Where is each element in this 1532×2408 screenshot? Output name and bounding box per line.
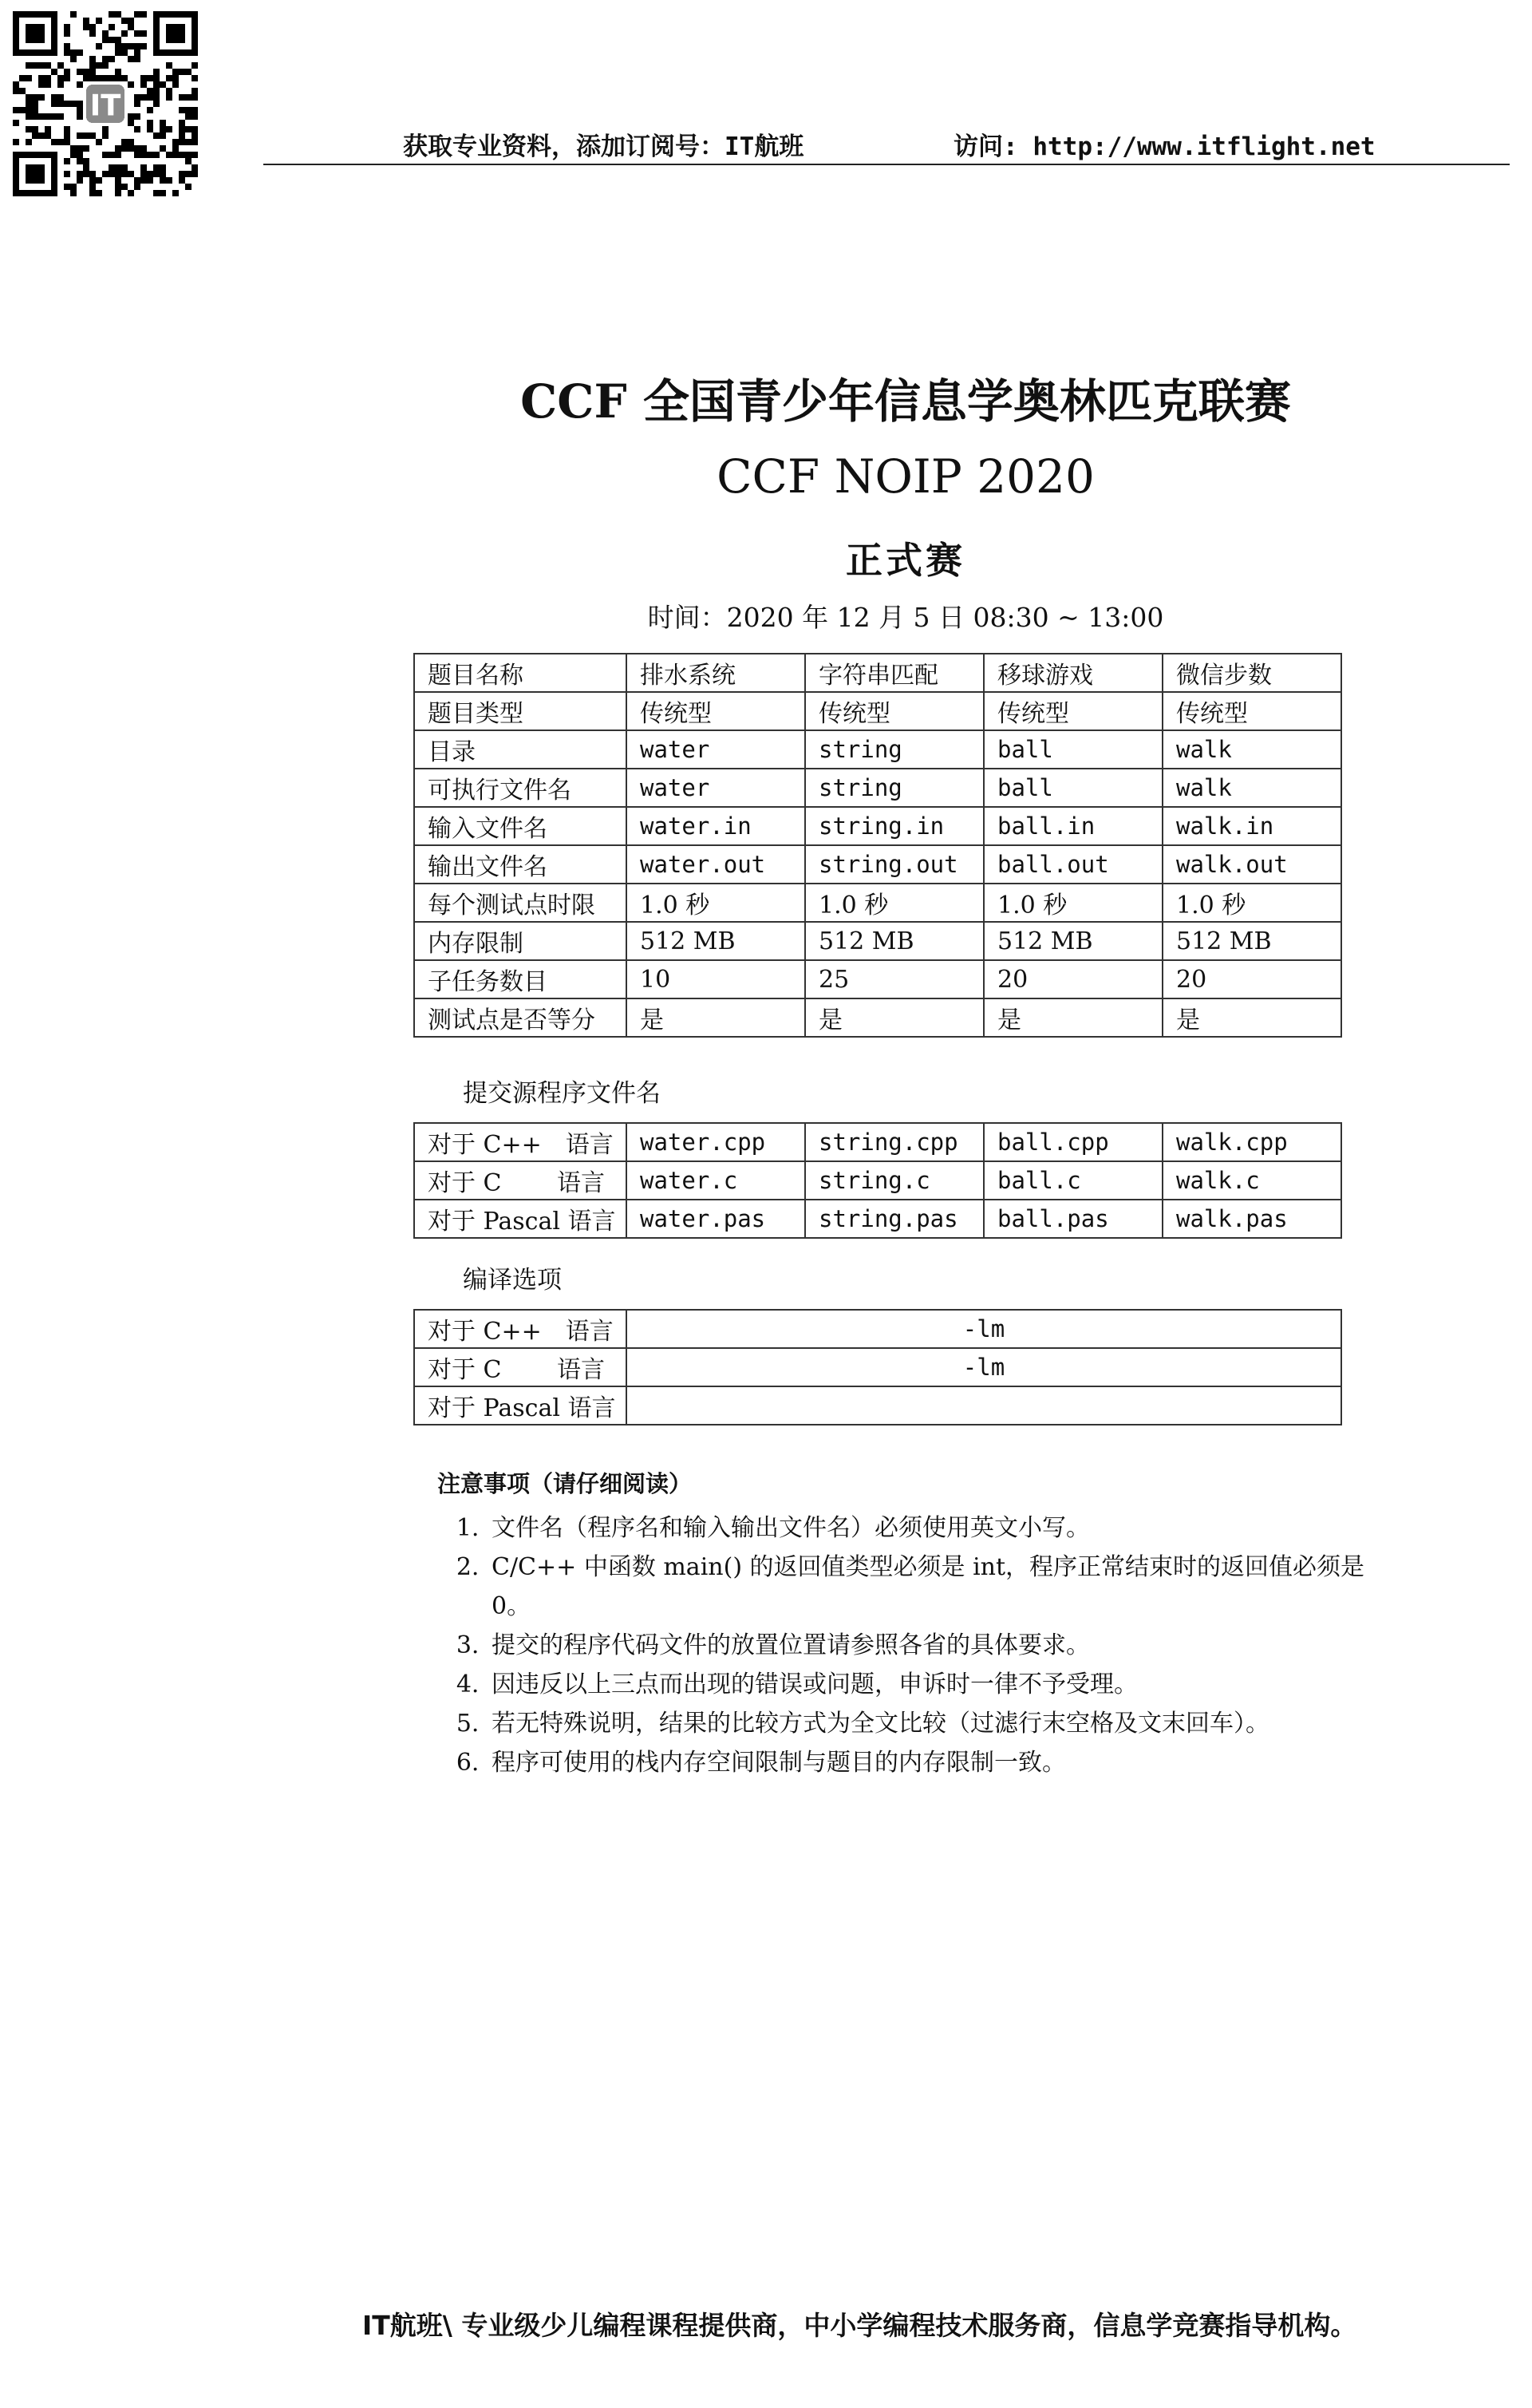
submit-row: [414, 1123, 1341, 1161]
note-item: 4. 因违反以上三点而出现的错误或问题，申诉时一律不予受理。: [487, 1665, 1404, 1704]
filename-cell: walk.cpp: [1163, 1123, 1341, 1161]
note-item: 3. 提交的程序代码文件的放置位置请参照各省的具体要求。: [487, 1626, 1404, 1665]
filename-cell: water.c: [626, 1161, 805, 1200]
compile-row: [414, 1386, 1341, 1425]
language-label: 对于 C++ 语言: [414, 1123, 626, 1161]
table-cell: walk: [1163, 769, 1341, 807]
table-cell: string: [805, 730, 984, 769]
table-cell: 1.0 秒: [626, 884, 805, 922]
compile-section-label: 编译选项: [463, 1266, 562, 1295]
language-label: 对于 Pascal 语言: [414, 1200, 626, 1238]
table-cell: 1.0 秒: [805, 884, 984, 922]
note-item: 6. 程序可使用的栈内存空间限制与题目的内存限制一致。: [487, 1743, 1404, 1782]
filename-cell: water.pas: [626, 1200, 805, 1238]
table-cell: 是: [1163, 998, 1341, 1037]
language-label: 对于 C 语言: [414, 1161, 626, 1200]
row-label: 输入文件名: [414, 807, 626, 845]
filename-cell: walk.c: [1163, 1161, 1341, 1200]
table-cell: 是: [626, 998, 805, 1037]
filename-cell: ball.pas: [984, 1200, 1163, 1238]
filename-cell: string.cpp: [805, 1123, 984, 1161]
compile-option-cell: -lm: [626, 1348, 1341, 1386]
compile-row: [414, 1348, 1341, 1386]
compile-option-cell: [626, 1386, 1341, 1425]
table-cell: 传统型: [984, 692, 1163, 730]
table-cell: walk: [1163, 730, 1341, 769]
submit-files-table: [413, 1122, 1342, 1239]
document-title: CCF 全国青少年信息学奥林匹克联赛: [520, 374, 1291, 429]
note-item: 1. 文件名（程序名和输入输出文件名）必须使用英文小写。: [487, 1508, 1404, 1548]
table-cell: ball: [984, 769, 1163, 807]
problems-table: [413, 653, 1342, 1038]
table-cell: 512 MB: [1163, 922, 1341, 960]
problems-row: [414, 960, 1341, 998]
filename-cell: ball.cpp: [984, 1123, 1163, 1161]
footer-text: IT航班\ 专业级少儿编程课程提供商，中小学编程技术服务商，信息学竞赛指导机构。: [362, 2310, 1357, 2341]
problems-row: [414, 654, 1341, 692]
header-visit-text: 访问: http://www.itflight.net: [954, 132, 1376, 161]
table-cell: 是: [805, 998, 984, 1037]
table-cell: 512 MB: [805, 922, 984, 960]
table-cell: 1.0 秒: [1163, 884, 1341, 922]
table-cell: string.out: [805, 845, 984, 884]
header-subscribe-text: 获取专业资料，添加订阅号：IT航班: [403, 132, 804, 161]
qr-code-icon: [13, 11, 198, 196]
row-label: 题目名称: [414, 654, 626, 692]
table-cell: 10: [626, 960, 805, 998]
filename-cell: string.c: [805, 1161, 984, 1200]
table-cell: 20: [1163, 960, 1341, 998]
problems-row: [414, 730, 1341, 769]
table-cell: ball.out: [984, 845, 1163, 884]
row-label: 每个测试点时限: [414, 884, 626, 922]
table-cell: walk.out: [1163, 845, 1341, 884]
problems-row: [414, 998, 1341, 1037]
table-cell: 1.0 秒: [984, 884, 1163, 922]
table-cell: 是: [984, 998, 1163, 1037]
table-cell: ball.in: [984, 807, 1163, 845]
row-label: 子任务数目: [414, 960, 626, 998]
row-label: 输出文件名: [414, 845, 626, 884]
language-label: 对于 C++ 语言: [414, 1310, 626, 1348]
problems-row: [414, 922, 1341, 960]
table-cell: string.in: [805, 807, 984, 845]
compile-row: [414, 1310, 1341, 1348]
submit-section-label: 提交源程序文件名: [463, 1079, 661, 1108]
submit-row: [414, 1161, 1341, 1200]
problems-row: [414, 845, 1341, 884]
table-cell: string: [805, 769, 984, 807]
problems-row: [414, 769, 1341, 807]
row-label: 内存限制: [414, 922, 626, 960]
submit-row: [414, 1200, 1341, 1238]
filename-cell: walk.pas: [1163, 1200, 1341, 1238]
filename-cell: ball.c: [984, 1161, 1163, 1200]
row-label: 题目类型: [414, 692, 626, 730]
table-cell: 移球游戏: [984, 654, 1163, 692]
problems-row: [414, 884, 1341, 922]
table-cell: 传统型: [1163, 692, 1341, 730]
table-cell: 512 MB: [984, 922, 1163, 960]
table-cell: water: [626, 730, 805, 769]
table-cell: ball: [984, 730, 1163, 769]
table-cell: 传统型: [626, 692, 805, 730]
filename-cell: water.cpp: [626, 1123, 805, 1161]
notes-title: 注意事项（请仔细阅读）: [437, 1470, 693, 1497]
contest-type: 正式赛: [846, 539, 965, 582]
note-item: 2. C/C++ 中函数 main() 的返回值类型必须是 int，程序正常结束时的返回值必须是 0。: [487, 1548, 1404, 1626]
table-cell: 排水系统: [626, 654, 805, 692]
row-label: 测试点是否等分: [414, 998, 626, 1037]
table-cell: water.in: [626, 807, 805, 845]
table-cell: walk.in: [1163, 807, 1341, 845]
row-label: 可执行文件名: [414, 769, 626, 807]
table-cell: 微信步数: [1163, 654, 1341, 692]
table-cell: water: [626, 769, 805, 807]
note-item: 5. 若无特殊说明，结果的比较方式为全文比较（过滤行末空格及文末回车）。: [487, 1704, 1404, 1743]
table-cell: 字符串匹配: [805, 654, 984, 692]
compile-options-table: [413, 1309, 1342, 1425]
language-label: 对于 Pascal 语言: [414, 1386, 626, 1425]
header-divider: [263, 164, 1510, 165]
row-label: 目录: [414, 730, 626, 769]
table-cell: 传统型: [805, 692, 984, 730]
table-cell: water.out: [626, 845, 805, 884]
table-cell: 512 MB: [626, 922, 805, 960]
problems-row: [414, 807, 1341, 845]
table-cell: 25: [805, 960, 984, 998]
qr-logo-text: IT: [89, 88, 121, 123]
compile-option-cell: -lm: [626, 1310, 1341, 1348]
language-label: 对于 C 语言: [414, 1348, 626, 1386]
notes-list: [447, 1508, 1404, 1782]
filename-cell: string.pas: [805, 1200, 984, 1238]
contest-time: 时间：2020 年 12 月 5 日 08:30 ~ 13:00: [647, 602, 1164, 633]
table-cell: 20: [984, 960, 1163, 998]
problems-row: [414, 692, 1341, 730]
document-subtitle: CCF NOIP 2020: [717, 449, 1095, 504]
